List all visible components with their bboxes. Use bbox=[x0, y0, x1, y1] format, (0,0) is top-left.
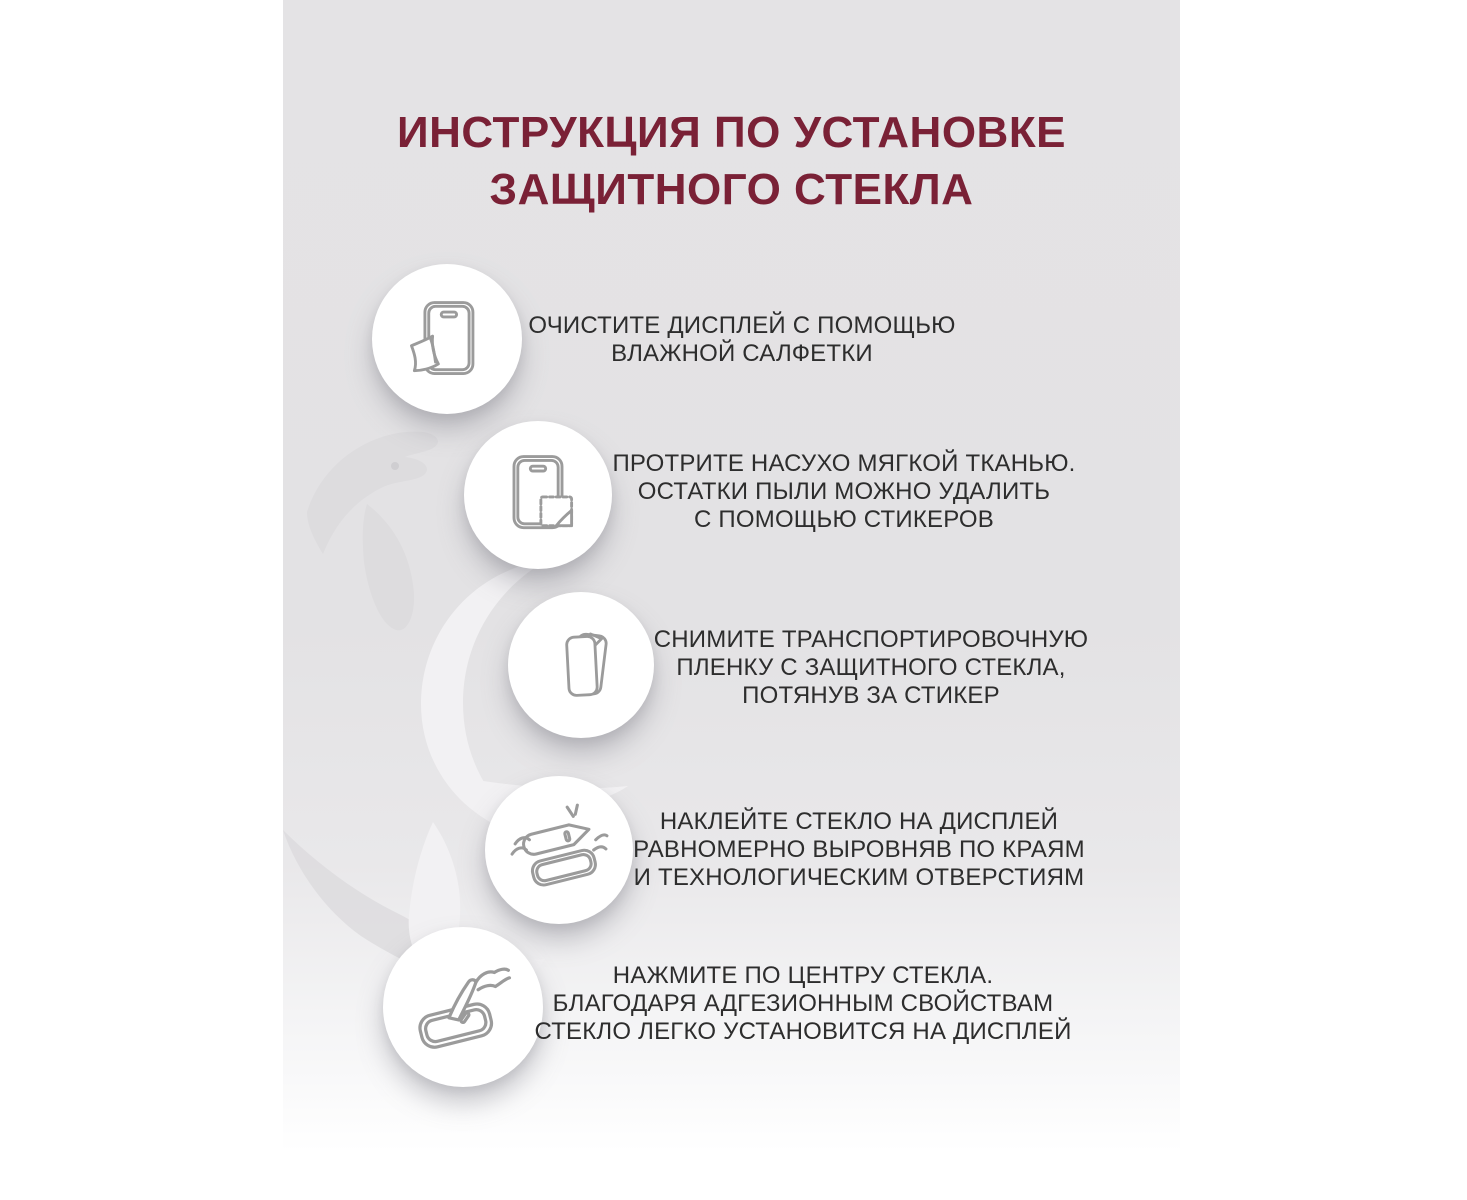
step2-line3: С ПОМОЩЬЮ СТИКЕРОВ bbox=[694, 506, 994, 533]
page-title bbox=[283, 104, 1180, 218]
step3-text bbox=[571, 626, 1171, 710]
step5-line2: БЛАГОДАРЯ АДГЕЗИОННЫМ СВОЙСТВАМ bbox=[552, 990, 1054, 1017]
whale-head-shape bbox=[307, 432, 438, 554]
step5-line1: НАЖМИТЕ ПО ЦЕНТРУ СТЕКЛА. bbox=[612, 962, 994, 989]
step2-text bbox=[544, 450, 1144, 534]
page-title-line1: ИНСТРУКЦИЯ ПО УСТАНОВКЕ bbox=[396, 108, 1067, 157]
page-title-line2: ЗАЩИТНОГО СТЕКЛА bbox=[489, 165, 974, 214]
step5-text bbox=[503, 962, 1103, 1046]
content-band bbox=[283, 0, 1180, 1200]
step1-text bbox=[442, 312, 1042, 368]
step1-line2: ВЛАЖНОЙ САЛФЕТКИ bbox=[611, 340, 873, 367]
press-glass-center-icon bbox=[409, 953, 517, 1061]
step4-line3: И ТЕХНОЛОГИЧЕСКИМ ОТВЕРСТИЯМ bbox=[633, 864, 1085, 891]
step4-line1: НАКЛЕЙТЕ СТЕКЛО НА ДИСПЛЕЙ bbox=[659, 808, 1059, 835]
step2-line1: ПРОТРИТЕ НАСУХО МЯГКОЙ ТКАНЬЮ. bbox=[612, 450, 1076, 477]
whale-fin-shape bbox=[363, 504, 414, 630]
step3-line2: ПЛЕНКУ С ЗАЩИТНОГО СТЕКЛА, bbox=[676, 654, 1066, 681]
step4-line2: РАВНОМЕРНО ВЫРОВНЯВ ПО КРАЯМ bbox=[633, 836, 1085, 863]
step2-line2: ОСТАТКИ ПЫЛИ МОЖНО УДАЛИТЬ bbox=[637, 478, 1051, 505]
step3-line3: ПОТЯНУВ ЗА СТИКЕР bbox=[742, 682, 1000, 709]
step5-line3: СТЕКЛО ЛЕГКО УСТАНОВИТСЯ НА ДИСПЛЕЙ bbox=[534, 1018, 1072, 1045]
step1-line1: ОЧИСТИТЕ ДИСПЛЕЙ С ПОМОЩЬЮ bbox=[528, 312, 956, 339]
step4-text bbox=[559, 808, 1159, 892]
step3-line1: СНИМИТЕ ТРАНСПОРТИРОВОЧНУЮ bbox=[653, 626, 1089, 653]
whale-eye bbox=[391, 462, 399, 470]
